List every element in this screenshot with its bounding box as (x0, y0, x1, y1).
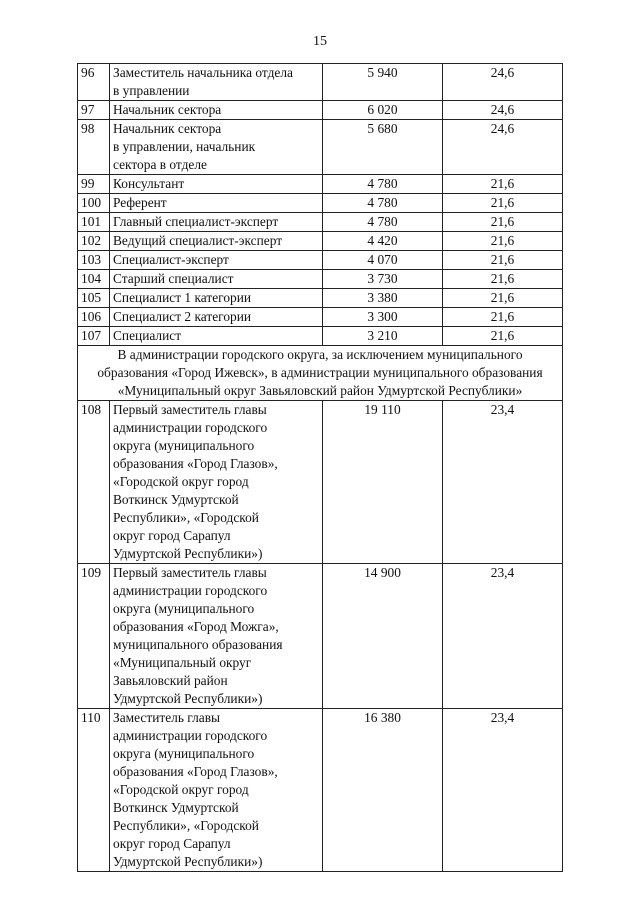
salary-value: 3 210 (323, 327, 443, 346)
percent-value: 24,6 (443, 64, 563, 101)
salary-value: 19 110 (323, 401, 443, 564)
salary-value: 5 680 (323, 120, 443, 175)
percent-value: 21,6 (443, 194, 563, 213)
row-number: 110 (78, 709, 110, 872)
table-row (78, 401, 563, 564)
salary-value: 4 780 (323, 175, 443, 194)
salary-value: 4 780 (323, 194, 443, 213)
table-row (78, 709, 563, 872)
table-row (78, 101, 563, 120)
position-title: Заместитель начальника отдела в управлении (110, 64, 323, 101)
percent-value: 21,6 (443, 232, 563, 251)
salary-value: 3 730 (323, 270, 443, 289)
page-number: 15 (313, 34, 327, 49)
row-number: 97 (78, 101, 110, 120)
position-title: Специалист (110, 327, 323, 346)
salary-value: 14 900 (323, 564, 443, 709)
table-row (78, 270, 563, 289)
table-row (78, 289, 563, 308)
percent-value: 21,6 (443, 308, 563, 327)
row-number: 106 (78, 308, 110, 327)
salary-value: 4 420 (323, 232, 443, 251)
salary-value: 3 300 (323, 308, 443, 327)
section-header-row (78, 346, 563, 401)
row-number: 96 (78, 64, 110, 101)
position-title: Начальник сектора (110, 101, 323, 120)
position-title: Первый заместитель главы администрации городского округа (муниципального образования «Город Можга», муниципального образования «Муниципальный округ Завьяловский район Удмуртской Республики») (110, 564, 323, 709)
position-title: Ведущий специалист-эксперт (110, 232, 323, 251)
section-header: В администрации городского округа, за исключением муниципального образования «Город Ижевск», в администрации муниципального образования «Муниципальный округ Завьяловский район Удмуртской Республики» (78, 346, 563, 401)
percent-value: 21,6 (443, 327, 563, 346)
salary-value: 5 940 (323, 64, 443, 101)
salary-value: 16 380 (323, 709, 443, 872)
percent-value: 21,6 (443, 213, 563, 232)
row-number: 104 (78, 270, 110, 289)
table-row (78, 175, 563, 194)
table-row (78, 327, 563, 346)
position-title: Специалист-эксперт (110, 251, 323, 270)
salary-value: 4 780 (323, 213, 443, 232)
table-row (78, 194, 563, 213)
row-number: 100 (78, 194, 110, 213)
row-number: 107 (78, 327, 110, 346)
position-title: Референт (110, 194, 323, 213)
table-row (78, 564, 563, 709)
percent-value: 21,6 (443, 289, 563, 308)
row-number: 109 (78, 564, 110, 709)
row-number: 99 (78, 175, 110, 194)
percent-value: 23,4 (443, 709, 563, 872)
salary-table (77, 63, 563, 872)
percent-value: 23,4 (443, 401, 563, 564)
position-title: Первый заместитель главы администрации городского округа (муниципального образования «Город Глазов», «Городской округ город Воткинск Удмуртской Республики», «Городской округ город Сарапул Удмуртской Республики») (110, 401, 323, 564)
salary-value: 6 020 (323, 101, 443, 120)
row-number: 101 (78, 213, 110, 232)
row-number: 108 (78, 401, 110, 564)
percent-value: 24,6 (443, 101, 563, 120)
row-number: 105 (78, 289, 110, 308)
row-number: 98 (78, 120, 110, 175)
position-title: Заместитель главы администрации городского округа (муниципального образования «Город Глазов», «Городской округ город Воткинск Удмуртской Республики», «Городской округ город Сарапул Удмуртской Республики») (110, 709, 323, 872)
position-title: Начальник сектора в управлении, начальник сектора в отделе (110, 120, 323, 175)
position-title: Специалист 2 категории (110, 308, 323, 327)
table-row (78, 251, 563, 270)
row-number: 102 (78, 232, 110, 251)
position-title: Консультант (110, 175, 323, 194)
position-title: Специалист 1 категории (110, 289, 323, 308)
percent-value: 21,6 (443, 270, 563, 289)
row-number: 103 (78, 251, 110, 270)
table-row (78, 64, 563, 101)
salary-value: 3 380 (323, 289, 443, 308)
table-row (78, 308, 563, 327)
percent-value: 24,6 (443, 120, 563, 175)
table-row (78, 213, 563, 232)
percent-value: 21,6 (443, 175, 563, 194)
table-row (78, 120, 563, 175)
position-title: Старший специалист (110, 270, 323, 289)
percent-value: 23,4 (443, 564, 563, 709)
salary-value: 4 070 (323, 251, 443, 270)
percent-value: 21,6 (443, 251, 563, 270)
position-title: Главный специалист-эксперт (110, 213, 323, 232)
table-row (78, 232, 563, 251)
